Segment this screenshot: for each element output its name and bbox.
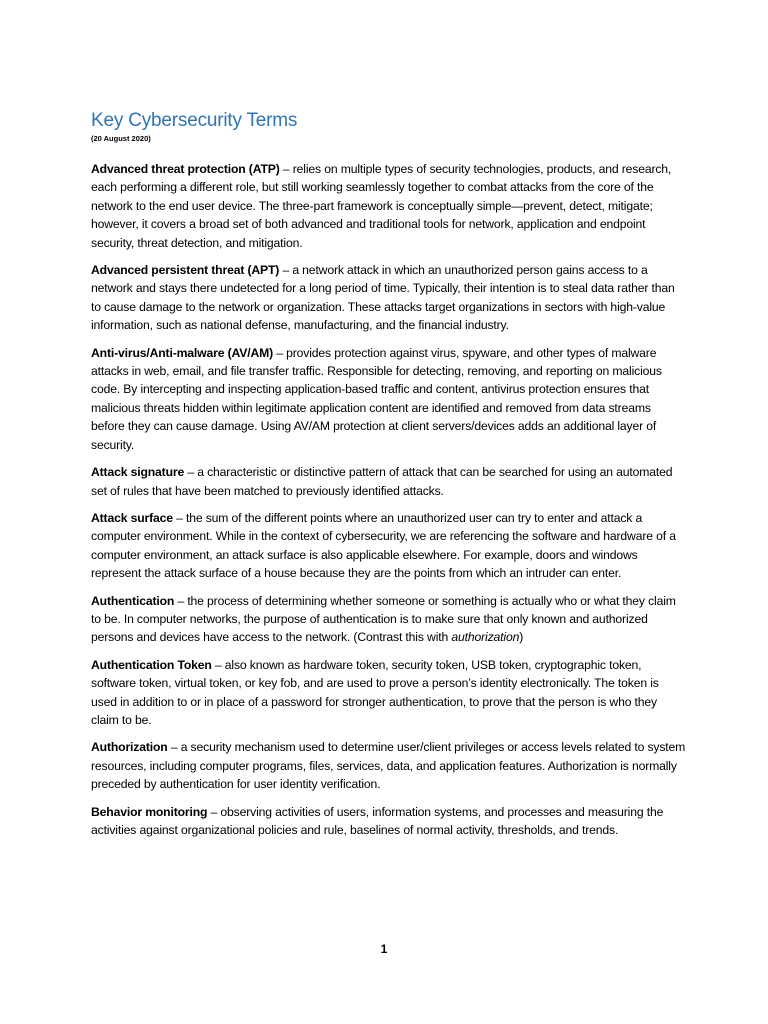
term-definition: – the sum of the different points where an unauthorized user can try to enter and attack a computer environment. While in the context of cybersecurity, we are referencing the software and hardware of a computer environment, an attack surface is also applicable elsewhere. For example, doors and windows represent the attack surface of a house because they are the points from which an intruder can enter. (91, 510, 676, 581)
term-definition: – relies on multiple types of security technologies, products, and research, each performing a different role, but still working seamlessly together to combat attacks from the core of the network to the end user device. The three-part framework is conceptually simple—prevent, detect, mitigate; however, it covers a broad set of both advanced and traditional tools for network, application and endpoint security, threat detection, and mitigation. (91, 162, 672, 250)
term-entry-authorization (91, 738, 687, 793)
term-name: Advanced threat protection (ATP) (91, 162, 280, 176)
term-definition-italic: authorization (451, 630, 520, 645)
term-entry-attack-surface (91, 509, 687, 583)
document-title: Key Cybersecurity Terms (91, 110, 298, 131)
term-definition: – provides protection against virus, spyware, and other types of malware attacks in web, email, and file transfer traffic. Responsible for detecting, removing, and reporting on malicious code. By intercepting and inspecting application-based traffic and content, antivirus protection ensures that malicious threats hidden within legitimate application content are identified and removed from data streams before they can cause damage. Using AV/AM protection at client servers/devices adds an additional layer of security. (91, 345, 662, 452)
term-entry-atp (91, 160, 687, 252)
term-definition: – a characteristic or distinctive pattern of attack that can be searched for using an automated set of rules that have been matched to previously identified attacks. (91, 465, 673, 498)
page-number: 1 (380, 942, 388, 956)
term-definition-after: ) (519, 630, 524, 645)
term-definition: – the process of determining whether someone or something is actually who or what they claim to be. In computer networks, the purpose of authentication is to make sure that only known and authorized persons and devices have access to the network. (Contrast this with (91, 593, 676, 645)
page-content (91, 108, 687, 848)
term-entry-authentication-token (91, 656, 687, 730)
term-entry-attack-signature (91, 463, 687, 500)
term-entry-av-am (91, 344, 687, 454)
term-name: Authentication Token (91, 657, 212, 672)
term-name: Authentication (91, 593, 175, 608)
term-name: Anti-virus/Anti-malware (AV/AM) (91, 345, 274, 360)
document-date: (20 August 2020) (91, 134, 151, 143)
term-entry-behavior-monitoring (91, 803, 687, 840)
term-name: Attack signature (91, 465, 185, 480)
term-entry-authentication (91, 592, 687, 647)
term-definition: – also known as hardware token, security token, USB token, cryptographic token, software token, virtual token, or key fob, and are used to prove a person’s identity electronically. The token is used in addition to or in place of a password for stronger authentication, to prove that the person is who they claim to be. (91, 657, 659, 727)
term-name: Authorization (91, 740, 168, 755)
term-entry-apt (91, 261, 687, 335)
term-definition: – observing activities of users, information systems, and processes and measuring the activities against organizational policies and rule, baselines of normal activity, thresholds, and trends. (91, 804, 664, 837)
term-name: Advanced persistent threat (APT) (91, 263, 280, 278)
term-name: Attack surface (91, 510, 173, 525)
term-definition: – a network attack in which an unauthorized person gains access to a network and stays there undetected for a long period of time. Typically, their intention is to steal data rather than to cause damage to the network or organization. These attacks target organizations in sectors with high-value information, such as national defense, manufacturing, and the financial industry. (91, 263, 675, 333)
term-definition: – a security mechanism used to determine user/client privileges or access levels related to system resources, including computer programs, files, services, data, and application features. Authorization is normally preceded by authentication for user identity verification. (91, 740, 686, 792)
term-name: Behavior monitoring (91, 804, 208, 819)
